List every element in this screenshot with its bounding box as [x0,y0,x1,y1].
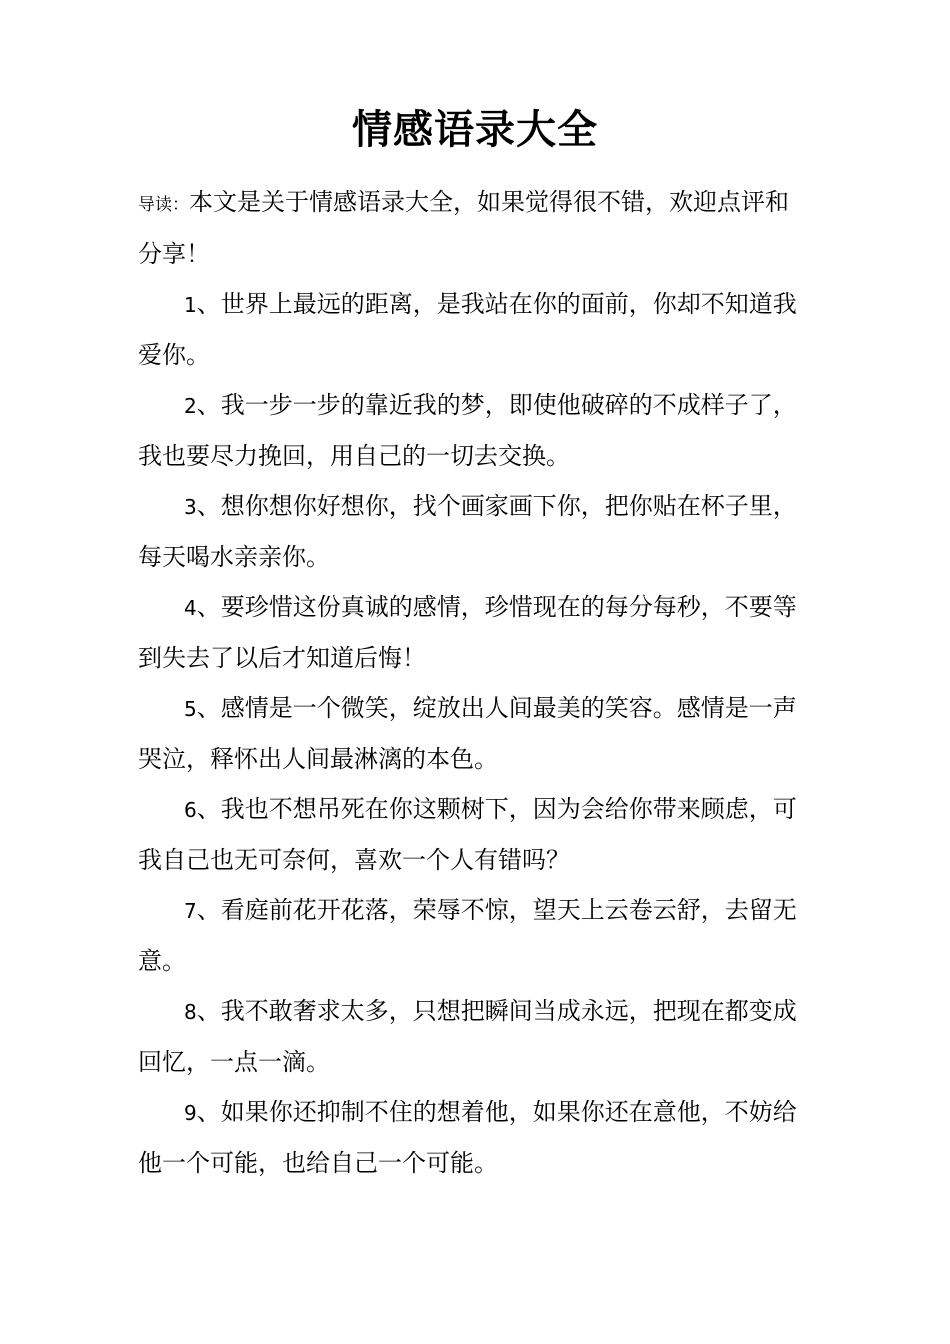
item-number: 1 [184,293,197,317]
item-text: 要珍惜这份真诚的感情，珍惜现在的每分每秒，不要等到失去了以后才知道后悔！ [138,593,797,672]
list-item [138,279,808,380]
item-text: 感情是一个微笑，绽放出人间最美的笑容。感情是一声哭泣，释怀出人间最淋漓的本色。 [138,694,797,773]
item-separator: 、 [196,694,221,722]
list-item [138,1087,808,1188]
item-number: 6 [184,798,197,822]
list-item [138,885,808,986]
list-item [138,481,808,582]
item-text: 我不敢奢求太多，只想把瞬间当成永远，把现在都变成回忆，一点一滴。 [138,997,797,1076]
list-item [138,582,808,683]
intro-paragraph [138,178,808,279]
item-number: 9 [184,1101,197,1125]
item-number: 3 [184,495,197,519]
list-item [138,784,808,885]
item-number: 5 [184,697,197,721]
item-text: 如果你还抑制不住的想着他，如果你还在意他，不妨给他一个可能，也给自己一个可能。 [138,1098,797,1177]
item-separator: 、 [196,492,221,520]
item-number: 8 [184,1000,197,1024]
item-number: 7 [184,899,197,923]
item-separator: 、 [196,795,221,823]
item-number: 4 [184,596,197,620]
item-text: 我也不想吊死在你这颗树下，因为会给你带来顾虑，可我自己也无可奈何，喜欢一个人有错吗？ [138,795,797,874]
item-text: 我一步一步的靠近我的梦，即使他破碎的不成样子了，我也要尽力挽回，用自己的一切去交换。 [138,391,797,470]
intro-text: 本文是关于情感语录大全，如果觉得很不错，欢迎点评和分享！ [138,188,789,268]
item-separator: 、 [196,1098,221,1126]
item-text: 世界上最远的距离，是我站在你的面前，你却不知道我爱你。 [138,290,797,369]
list-item [138,683,808,784]
item-separator: 、 [196,290,221,318]
item-separator: 、 [196,997,221,1025]
list-item [138,380,808,481]
item-separator: 、 [196,896,221,924]
intro-label: 导读： [138,195,189,215]
list-item [138,986,808,1087]
item-separator: 、 [196,593,221,621]
document-title: 情感语录大全 [352,107,598,153]
item-separator: 、 [196,391,221,419]
item-text: 想你想你好想你，找个画家画下你，把你贴在杯子里，每天喝水亲亲你。 [138,492,797,571]
item-number: 2 [184,394,197,418]
item-text: 看庭前花开花落，荣辱不惊，望天上云卷云舒，去留无意。 [138,896,797,975]
document-body [138,178,808,1188]
